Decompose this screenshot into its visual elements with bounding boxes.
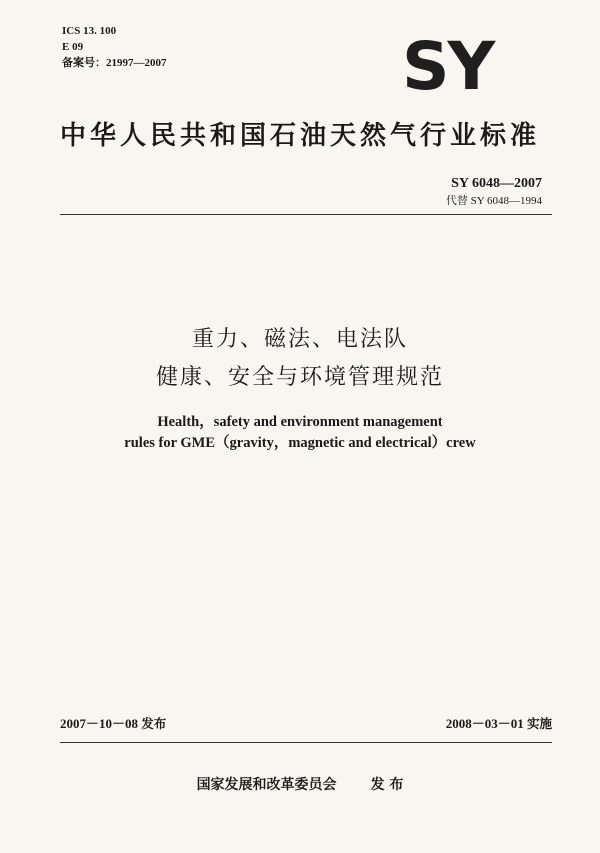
standard-number-block — [446, 175, 542, 209]
standard-number: SY 6048—2007 — [451, 176, 542, 191]
chinese-title-line-2: 健康、安全与环境管理规范 — [155, 365, 444, 390]
category-code: E 09 — [62, 41, 84, 53]
issue-label: 发布 — [141, 716, 167, 731]
sy-logo: SY — [402, 38, 494, 96]
issue-date — [60, 713, 166, 732]
record-number: 备案号：21997—2007 — [62, 57, 167, 69]
english-title-line-2: rules for GME（gravity，magnetic and electrical）crew — [124, 435, 476, 451]
header-title: 中华人民共和国石油天然气行业标准 — [60, 121, 541, 151]
issue-date-value: 2007－10－08 — [60, 716, 139, 731]
implement-date — [446, 713, 552, 732]
english-title-line-1: Health，safety and environment management — [157, 414, 443, 430]
ics-code: ICS 13. 100 — [62, 25, 117, 37]
bottom-divider — [60, 742, 552, 743]
publisher-action: 发 布 — [370, 777, 404, 793]
chinese-title-line-1: 重力、磁法、电法队 — [191, 327, 408, 352]
replaces-standard: 代替 SY 6048—1994 — [445, 195, 542, 207]
implement-date-value: 2008－03－01 — [445, 716, 524, 731]
publisher — [0, 774, 600, 794]
top-divider — [60, 214, 552, 215]
publisher-name: 国家发展和改革委员会 — [196, 777, 337, 793]
classification-codes — [62, 23, 167, 71]
implement-label: 实施 — [526, 716, 552, 731]
